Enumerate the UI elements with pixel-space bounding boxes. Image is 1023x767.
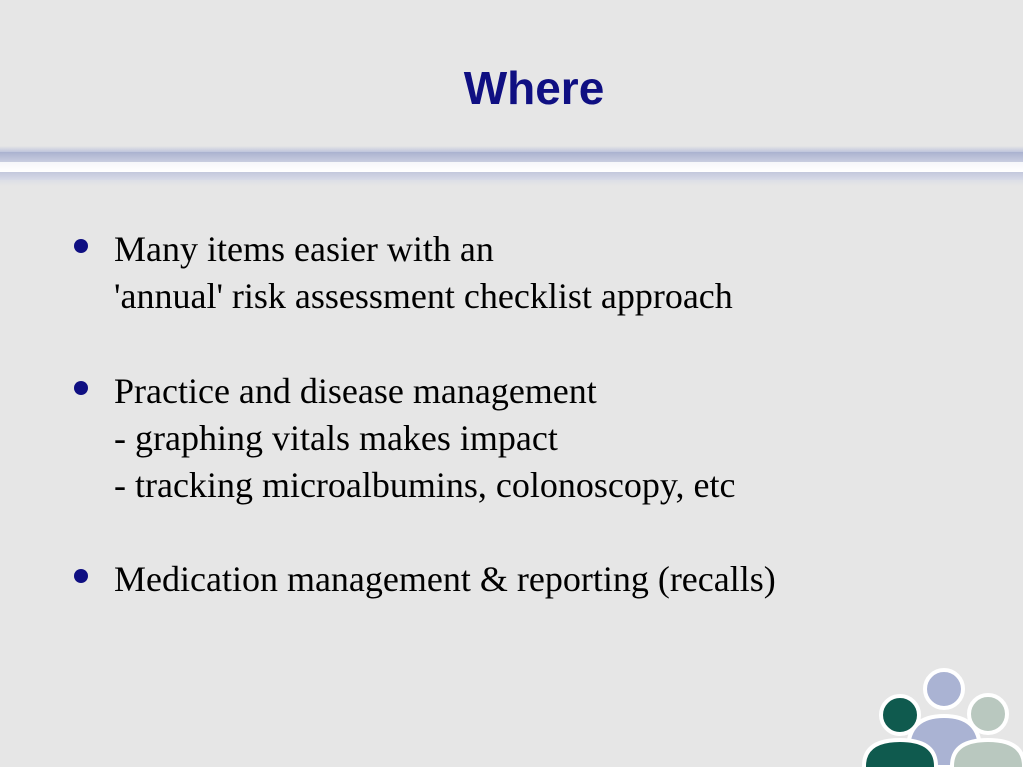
bullet-line: - tracking microalbumins, colonoscopy, etc: [114, 465, 736, 505]
bullet-text: [114, 556, 974, 603]
divider-stripe: [0, 162, 1023, 172]
bullet-line: Many items easier with an: [114, 229, 494, 269]
bullet-text: [114, 368, 974, 509]
bullet-text: [114, 226, 974, 320]
bullet-line: - graphing vitals makes impact: [114, 418, 558, 458]
bullet-dot-icon: [74, 569, 88, 583]
three-people-logo-icon: [862, 666, 1023, 767]
bullet-dot-icon: [74, 381, 88, 395]
divider-stripe: [0, 180, 1023, 186]
divider-stripe: [0, 152, 1023, 162]
bullet-line: 'annual' risk assessment checklist approach: [114, 276, 733, 316]
divider-stripe: [0, 172, 1023, 180]
bullet-line: Medication management & reporting (recalls): [114, 559, 776, 599]
slide-title: Where: [463, 62, 605, 114]
title-divider-band: [0, 146, 1023, 186]
bullet-line: Practice and disease management: [114, 371, 597, 411]
bullet-dot-icon: [74, 239, 88, 253]
